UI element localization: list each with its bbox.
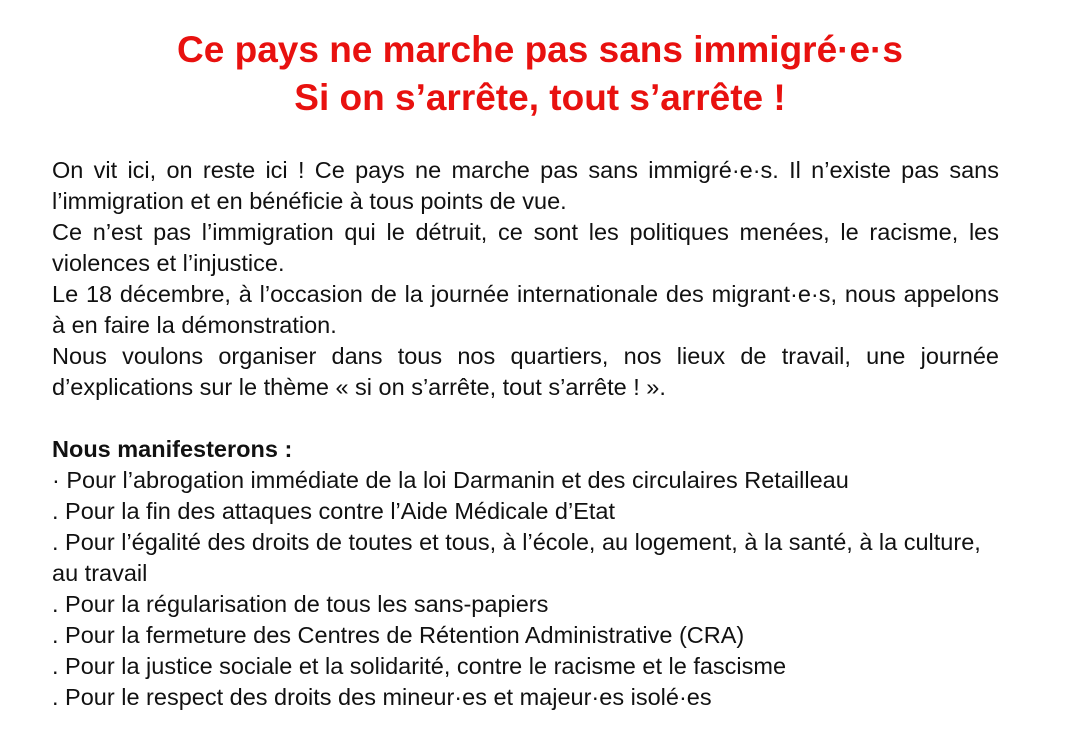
- section-spacer: [52, 403, 999, 434]
- intro-paragraph-1: On vit ici, on reste ici ! Ce pays ne marche pas sans immigré·e·s. Il n’existe pas sans l’immigration et en bénéficie à tous points de vue.: [52, 157, 999, 214]
- title-line-2: Si on s’arrête, tout s’arrête !: [294, 77, 786, 118]
- intro-paragraph-3: Le 18 décembre, à l’occasion de la journée internationale des migrant·e·s, nous appelons à en faire la démonstration.: [52, 281, 999, 338]
- demands-heading: Nous manifesterons :: [52, 436, 293, 462]
- demand-item-7: . Pour le respect des droits des mineur·es et majeur·es isolé·es: [52, 684, 712, 710]
- intro-paragraph-2: Ce n’est pas l’immigration qui le détruit, ce sont les politiques menées, le racisme, les violences et l’injustice.: [52, 219, 999, 276]
- demand-item-4: . Pour la régularisation de tous les sans-papiers: [52, 591, 549, 617]
- flyer-body: [52, 155, 999, 713]
- demand-item-2: . Pour la fin des attaques contre l’Aide Médicale d’Etat: [52, 498, 616, 524]
- demand-item-5: . Pour la fermeture des Centres de Rétention Administrative (CRA): [52, 622, 745, 648]
- demands-list: [52, 465, 999, 713]
- demand-item-1: · Pour l’abrogation immédiate de la loi Darmanin et des circulaires Retailleau: [52, 467, 849, 493]
- title-line-1: Ce pays ne marche pas sans immigré·e·s: [177, 29, 903, 70]
- demand-item-6: . Pour la justice sociale et la solidarité, contre le racisme et le fascisme: [52, 653, 787, 679]
- flyer-title: [40, 26, 1040, 122]
- intro-paragraph-4: Nous voulons organiser dans tous nos quartiers, nos lieux de travail, une journée d’explications sur le thème « si on s’arrête, tout s’arrête ! ».: [52, 343, 999, 400]
- demand-item-3: . Pour l’égalité des droits de toutes et tous, à l’école, au logement, à la santé, à la culture, au travail: [52, 529, 981, 586]
